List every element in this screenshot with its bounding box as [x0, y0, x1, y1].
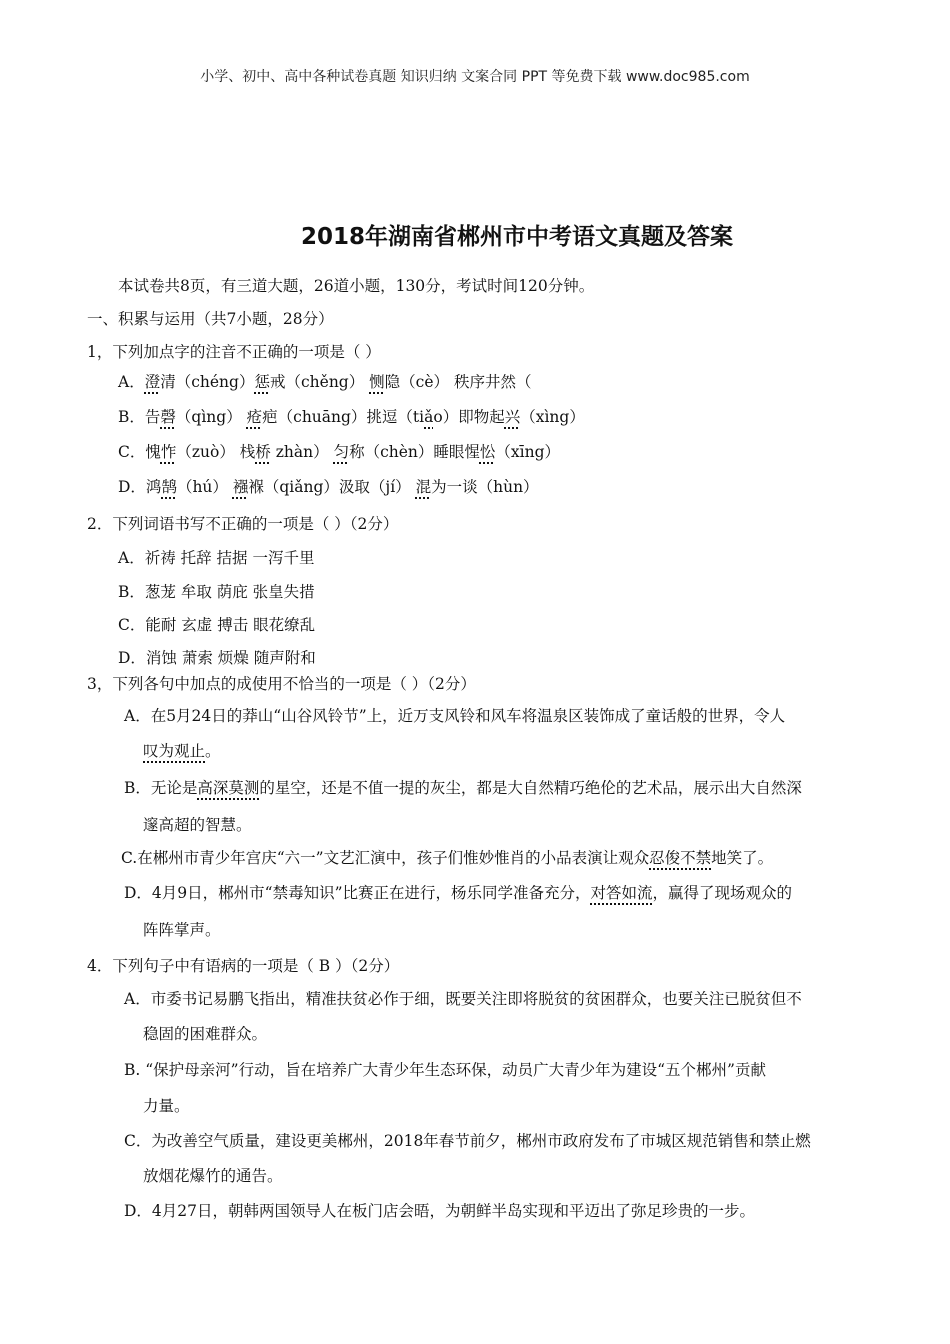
question-1-option-a: A．澄清（chéng）惩戒（chěng） 恻隐（cè） 秩序井然（: [118, 373, 532, 391]
question-3-option-b-line2: 邃高超的智慧。: [143, 816, 252, 834]
page-header: 小学、初中、高中各种试卷真题 知识归纳 文案合同 PPT 等免费下载 www.doc985.com: [200, 69, 750, 85]
question-4-option-c-line1: C．为改善空气质量，建设更美郴州，2018年春节前夕，郴州市政府发布了市城区规范销售和禁止燃: [124, 1132, 811, 1150]
exam-intro: 本试卷共8页，有三道大题，26道小题，130分，考试时间120分钟。: [118, 277, 595, 295]
question-1-option-c: C．愧怍（zuò） 栈桥 zhàn） 匀称（chèn）睡眼惺忪（xīng）: [118, 443, 561, 461]
question-2-stem: 2．下列词语书写不正确的一项是（ ）（2分）: [87, 515, 399, 533]
question-1-stem: 1，下列加点字的注音不正确的一项是（ ）: [87, 343, 381, 361]
question-2-option-b: B．葱茏 牟取 荫庇 张皇失措: [118, 583, 315, 601]
question-4-option-d: D．4月27日，朝韩两国领导人在板门店会晤，为朝鲜半岛实现和平迈出了弥足珍贵的一步。: [124, 1202, 756, 1220]
question-3-option-c: C.在郴州市青少年宫庆“六一”文艺汇演中，孩子们惟妙惟肖的小品表演让观众忍俊不禁地笑了。: [121, 849, 774, 867]
question-4-option-b-line2: 力量。: [143, 1097, 190, 1115]
question-2-option-d: D．消蚀 萧索 烦燥 随声附和: [118, 649, 316, 667]
question-3-option-a-line2: 叹为观止。: [143, 742, 221, 760]
question-4-option-c-line2: 放烟花爆竹的通告。: [143, 1167, 283, 1185]
question-2-option-a: A．祈祷 托辞 拮据 一泻千里: [118, 549, 315, 567]
question-3-option-a-line1: A．在5月24日的莽山“山谷风铃节”上，近万支风铃和风车将温泉区装饰成了童话般的世界，令人: [124, 707, 786, 725]
question-4-option-a-line1: A．市委书记易鹏飞指出，精准扶贫必作于细，既要关注即将脱贫的贫困群众，也要关注已脱贫但不: [124, 990, 802, 1008]
question-4-option-b-line1: B. “保护母亲河”行动，旨在培养广大青少年生态环保，动员广大青少年为建设“五个郴州”贡献: [124, 1061, 766, 1079]
section-heading-1: 一、积累与运用（共7小题，28分）: [87, 310, 334, 328]
page-title: 2018年湖南省郴州市中考语文真题及答案: [300, 224, 733, 250]
question-3-option-b-line1: B．无论是高深莫测的星空，还是不值一提的灰尘，都是大自然精巧绝伦的艺术品，展示出大自然深: [124, 779, 802, 797]
question-3-option-d-line2: 阵阵掌声。: [143, 921, 221, 939]
question-4-option-a-line2: 稳固的困难群众。: [143, 1025, 268, 1043]
question-2-option-c: C．能耐 玄虚 搏击 眼花缭乱: [118, 616, 316, 634]
question-3-stem: 3，下列各句中加点的成使用不恰当的一项是（ ）（2分）: [87, 675, 476, 693]
question-3-option-d-line1: D．4月9日，郴州市“禁毒知识”比赛正在进行，杨乐同学准备充分，对答如流，赢得了现场观众的: [124, 884, 793, 902]
question-4-stem: 4．下列句子中有语病的一项是（ B ）（2分）: [87, 957, 400, 975]
question-1-option-b: B．告磬（qìng） 疮疤（chuāng）挑逗（tiǎo）即物起兴（xìng）: [118, 408, 585, 426]
question-1-option-d: D．鸿鹄（hú） 襁褓（qiǎng）汲取（jí） 混为一谈（hùn）: [118, 478, 539, 496]
